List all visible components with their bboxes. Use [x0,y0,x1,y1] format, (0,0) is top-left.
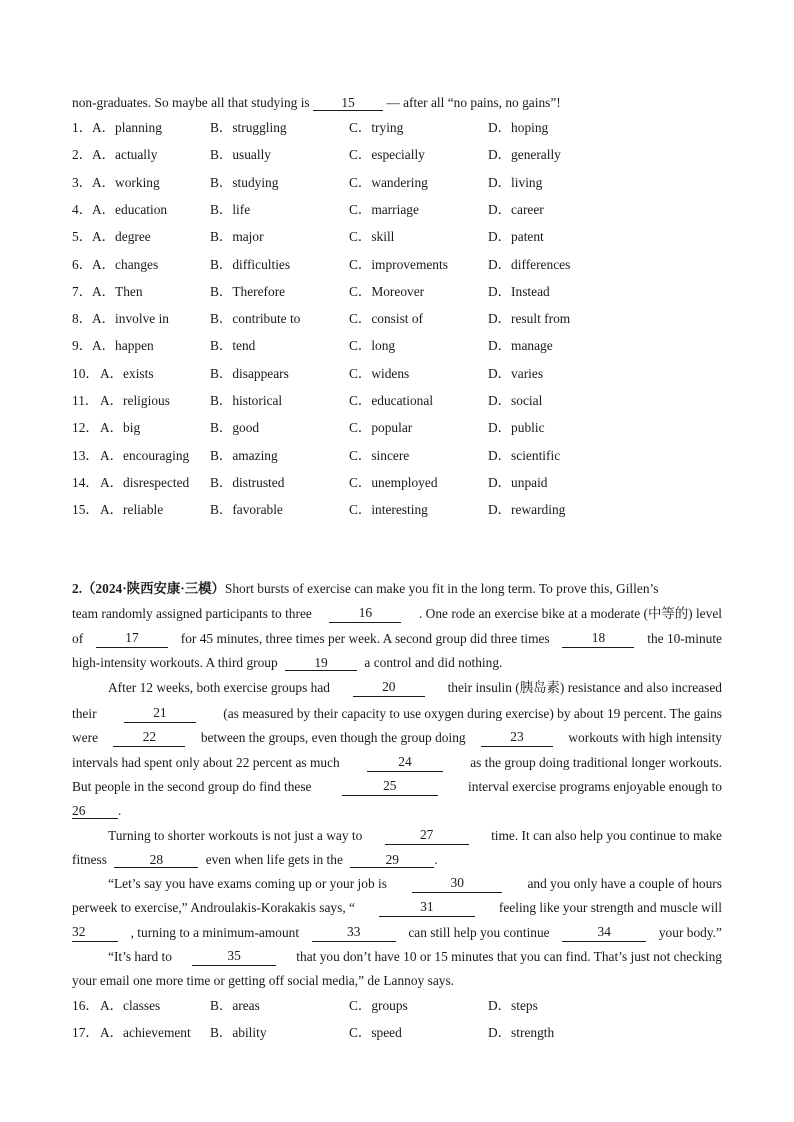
passage-line-11 [108,827,722,845]
option-a[interactable]: A．Then [92,283,143,299]
option-c[interactable]: C．speed [349,1025,402,1041]
option-b[interactable]: B．good [210,420,260,436]
option-a[interactable]: A．achievement [100,1025,191,1041]
passage-line-8 [72,754,722,772]
option-c[interactable]: C．unemployed [349,474,438,490]
question-number: 4． [72,201,93,217]
option-b[interactable]: B．struggling [210,120,287,135]
passage-text: of [72,631,84,646]
option-a[interactable]: A．disrespected [100,474,190,490]
passage-text: . [434,852,438,867]
passage-line-14 [72,899,722,917]
option-b[interactable]: B．disappears [210,365,289,381]
passage-text: your email one more time or getting off social media,” de Lannoy says. [72,973,455,988]
option-d[interactable]: D．social [488,393,543,408]
question-number: 8． [72,311,93,327]
blank-33: 33 [312,924,396,942]
option-c[interactable]: C．trying [349,120,404,135]
passage-text: a control and did nothing. [364,655,503,670]
blank-29: 29 [350,852,434,868]
option-d[interactable]: D．hoping [488,120,549,135]
passage-text: After 12 weeks, both exercise groups had [108,680,330,695]
option-b[interactable]: B．areas [210,998,260,1013]
option-a[interactable]: A．actually [92,147,158,163]
blank-19: 19 [285,655,357,671]
blank-28: 28 [114,852,198,868]
option-d[interactable]: D．result from [488,311,571,327]
option-a[interactable]: A．big [100,420,141,436]
passage-text: . One rode an exercise bike at a moderate (中等的) level [418,606,722,621]
option-c[interactable]: C．wandering [349,174,428,190]
passage-text: can still help you continue [408,925,550,940]
option-c[interactable]: C．consist of [349,311,424,327]
option-c[interactable]: C．interesting [349,502,428,518]
question-number: 2． [72,147,93,163]
option-c[interactable]: C．sincere [349,447,410,463]
option-a[interactable]: A．happen [92,338,154,354]
passage-text: and you only have a couple of hours [527,876,722,891]
passage-text: Short bursts of exercise can make you fit in the long term. To prove this, Gillen’s [224,581,659,596]
passage-line-9 [72,778,722,796]
option-d[interactable]: D．varies [488,365,544,381]
option-b[interactable]: B．amazing [210,447,278,463]
option-a[interactable]: A．classes [100,998,161,1013]
passage-line-13 [108,875,722,893]
option-a[interactable]: A．reliable [100,502,164,518]
blank-26: 26 [72,803,118,819]
option-b[interactable]: B．Therefore [210,283,286,299]
option-c[interactable]: C．improvements [349,256,448,272]
question-number: 14． [72,474,99,490]
option-b[interactable]: B．tend [210,338,256,354]
option-b[interactable]: B．distrusted [210,474,285,490]
question-number: 9． [72,338,93,354]
blank-16: 16 [329,605,401,623]
question-number: 13． [72,447,99,463]
option-c[interactable]: C．educational [349,393,434,408]
option-d[interactable]: D．differences [488,256,571,272]
passage-text: as the group doing traditional longer workouts. [470,755,722,770]
passage-text: “It’s hard to [108,949,172,964]
question-number: 12． [72,420,99,436]
blank-30: 30 [412,875,502,893]
option-b[interactable]: B．studying [210,174,279,190]
option-d[interactable]: D．steps [488,998,538,1013]
passage-text: that you don’t have 10 or 15 minutes that you can find. That’s just not checking [296,949,722,964]
passage-text: their [72,706,97,721]
question-number: 5． [72,229,93,245]
option-d[interactable]: D．scientific [488,447,561,463]
passage-text: intervals had spent only about 22 percent as much [72,755,340,770]
passage-text: your body.” [658,925,722,940]
passage-text: high-intensity workouts. A third group [72,655,278,670]
blank-32: 32 [72,924,118,942]
passage-line-15 [72,924,722,942]
blank-17: 17 [96,630,168,648]
question-number: 17． [72,1025,99,1041]
option-d[interactable]: D．strength [488,1025,555,1041]
option-d[interactable]: D．patent [488,229,544,245]
option-a[interactable]: A．planning [92,120,162,135]
option-c[interactable]: C．popular [349,420,413,436]
option-a[interactable]: A．encouraging [100,447,190,463]
passage-line-5 [108,679,722,697]
option-d[interactable]: D．Instead [488,283,550,299]
passage-text: feeling like your strength and muscle will [498,900,722,915]
passage-text: team randomly assigned participants to three [72,606,312,621]
blank-22: 22 [113,729,185,747]
blank-21: 21 [124,705,196,723]
passage-text: “Let’s say you have exams coming up or your job is [108,876,387,891]
option-d[interactable]: D．unpaid [488,474,548,490]
passage-text: the 10-minute [647,631,722,646]
passage-text: (as measured by their capacity to use oxygen during exercise) by about 19 percent. The gains [223,706,722,721]
option-b[interactable]: B．difficulties [210,256,291,272]
blank-31: 31 [379,899,475,917]
option-d[interactable]: D．public [488,420,545,436]
option-b[interactable]: B．life [210,201,251,217]
passage-text: their insulin (胰岛素) resistance and also increased [447,680,722,695]
option-d[interactable]: D．generally [488,147,561,163]
option-a[interactable]: A．involve in [92,311,169,327]
intro-line [72,94,724,112]
question-number: 6． [72,256,93,272]
intro-text-before: non-graduates. So maybe all that studying is [72,95,310,110]
option-a[interactable]: A．changes [92,256,159,272]
blank-27: 27 [385,827,469,845]
blank-18: 18 [562,630,634,648]
passage-line-17 [72,972,722,990]
option-d[interactable]: D．career [488,201,544,217]
option-a[interactable]: A．education [92,201,168,217]
passage-text: fitness [72,852,107,867]
option-b[interactable]: B．usually [210,147,272,163]
passage-line-2 [72,605,722,623]
option-c[interactable]: C．Moreover [349,283,425,299]
question-number: 16． [72,998,99,1013]
option-c[interactable]: C．long [349,338,396,354]
question-number: 15． [72,502,99,518]
blank-24: 24 [367,754,443,772]
question-number: 3． [72,174,93,190]
option-a[interactable]: A．degree [92,229,151,245]
passage-text: between the groups, even though the group doing [200,730,466,745]
passage-line-3 [72,630,722,648]
question-number: 1． [72,120,93,135]
passage-text: Turning to shorter workouts is not just a way to [108,828,363,843]
blank-15: 15 [313,95,383,111]
option-b[interactable]: B．ability [210,1025,267,1041]
option-b[interactable]: B．historical [210,393,283,408]
passage-line-12 [72,851,722,869]
option-c[interactable]: C．widens [349,365,410,381]
passage-line-10 [72,802,722,820]
option-b[interactable]: B．major [210,229,264,245]
option-a[interactable]: A．exists [100,365,154,381]
passage-text: interval exercise programs enjoyable enough to [468,779,722,794]
question-number: 11． [72,393,99,408]
passage-line-7 [72,729,722,747]
question-number: 10． [72,365,99,381]
blank-25: 25 [342,778,438,796]
blank-23: 23 [481,729,553,747]
passage-text: even when life gets in the [205,852,343,867]
passage-text: for 45 minutes, three times per week. A second group did three times [180,631,550,646]
passage-text: workouts with high intensity [568,730,722,745]
passage-text: . [118,803,122,818]
passage-text: were [72,730,99,745]
intro-text-after: — after all “no pains, no gains”! [386,95,561,110]
option-a[interactable]: A．working [92,174,160,190]
option-d[interactable]: D．manage [488,338,553,354]
option-c[interactable]: C．groups [349,998,408,1013]
passage-line-4 [72,654,722,672]
option-b[interactable]: B．contribute to [210,311,301,327]
blank-35: 35 [192,948,276,966]
passage-text: , turning to a minimum-amount [130,925,300,940]
option-a[interactable]: A．religious [100,393,170,408]
passage-line-6 [72,705,722,723]
passage-text: perweek to exercise,” Androulakis-Korakakis says, “ [72,900,355,915]
blank-20: 20 [353,679,425,697]
option-d[interactable]: D．living [488,174,543,190]
option-d[interactable]: D．rewarding [488,502,566,518]
option-c[interactable]: C．especially [349,147,425,163]
passage-line-16 [108,948,722,966]
blank-34: 34 [562,924,646,942]
passage-line-1 [72,580,722,598]
option-b[interactable]: B．favorable [210,502,283,518]
passage-text: But people in the second group do find these [72,779,312,794]
option-c[interactable]: C．marriage [349,201,419,217]
passage-heading: 2.（2024·陕西安康·三模） [72,581,225,596]
passage-text: time. It can also help you continue to make [491,828,722,843]
option-c[interactable]: C．skill [349,229,395,245]
question-number: 7． [72,283,93,299]
